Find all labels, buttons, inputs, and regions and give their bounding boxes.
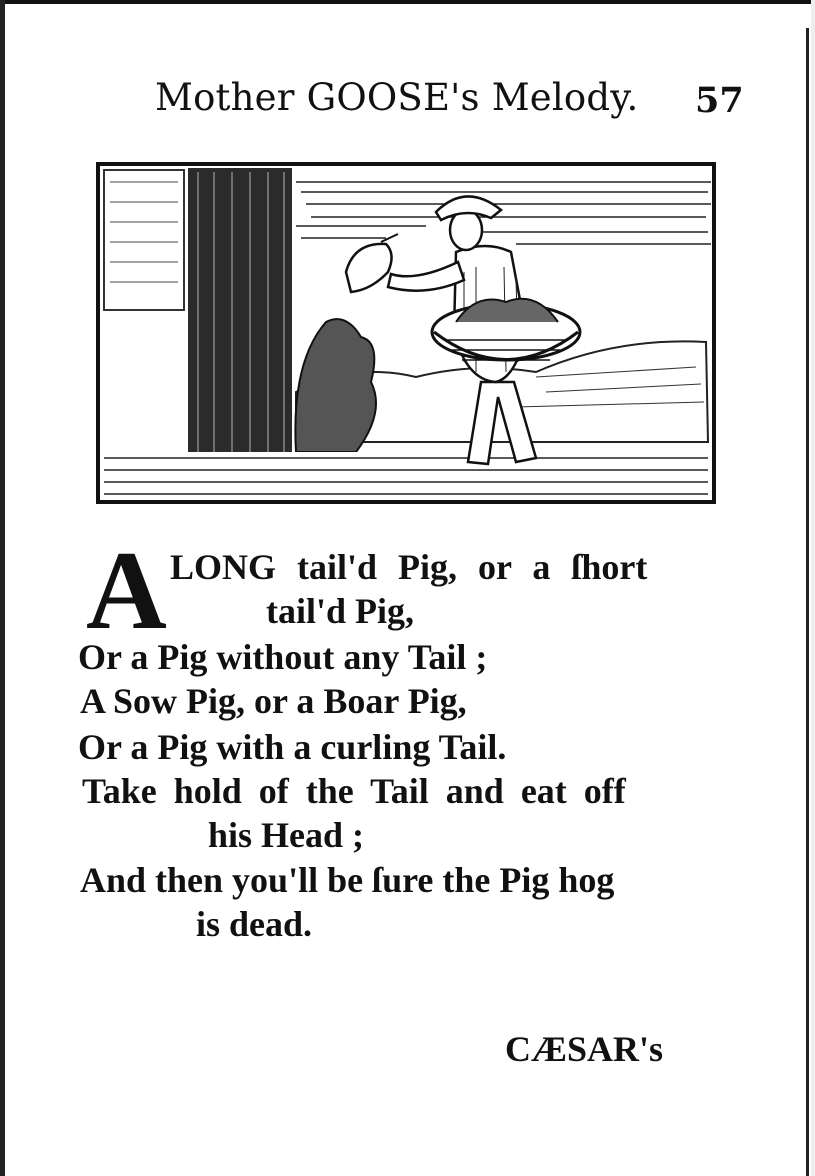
page-number: 57 <box>695 80 744 121</box>
poem-line: tail'd Pig, <box>266 591 415 631</box>
poem <box>0 529 815 955</box>
drop-cap: A <box>86 529 167 653</box>
running-title: Mother GOOSE's Melody. <box>155 76 639 119</box>
poem-line: LONG tail'd Pig, or a ſhort <box>170 547 648 587</box>
poem-line: is dead. <box>196 904 313 944</box>
poem-line: his Head ; <box>208 815 365 855</box>
poem-line: Or a Pig with a curling Tail. <box>78 727 507 767</box>
poem-line: Take hold of the Tail and eat off <box>82 771 626 811</box>
scan-border-top <box>0 0 815 4</box>
poem-line: And then you'll be ſure the Pig hog <box>80 860 615 900</box>
woodcut-illustration <box>96 162 716 504</box>
poem-line: Or a Pig without any Tail ; <box>78 637 488 677</box>
poem-line: A Sow Pig, or a Boar Pig, <box>80 681 467 721</box>
catchword: CÆSAR's <box>505 1029 664 1069</box>
page-header <box>155 72 745 132</box>
